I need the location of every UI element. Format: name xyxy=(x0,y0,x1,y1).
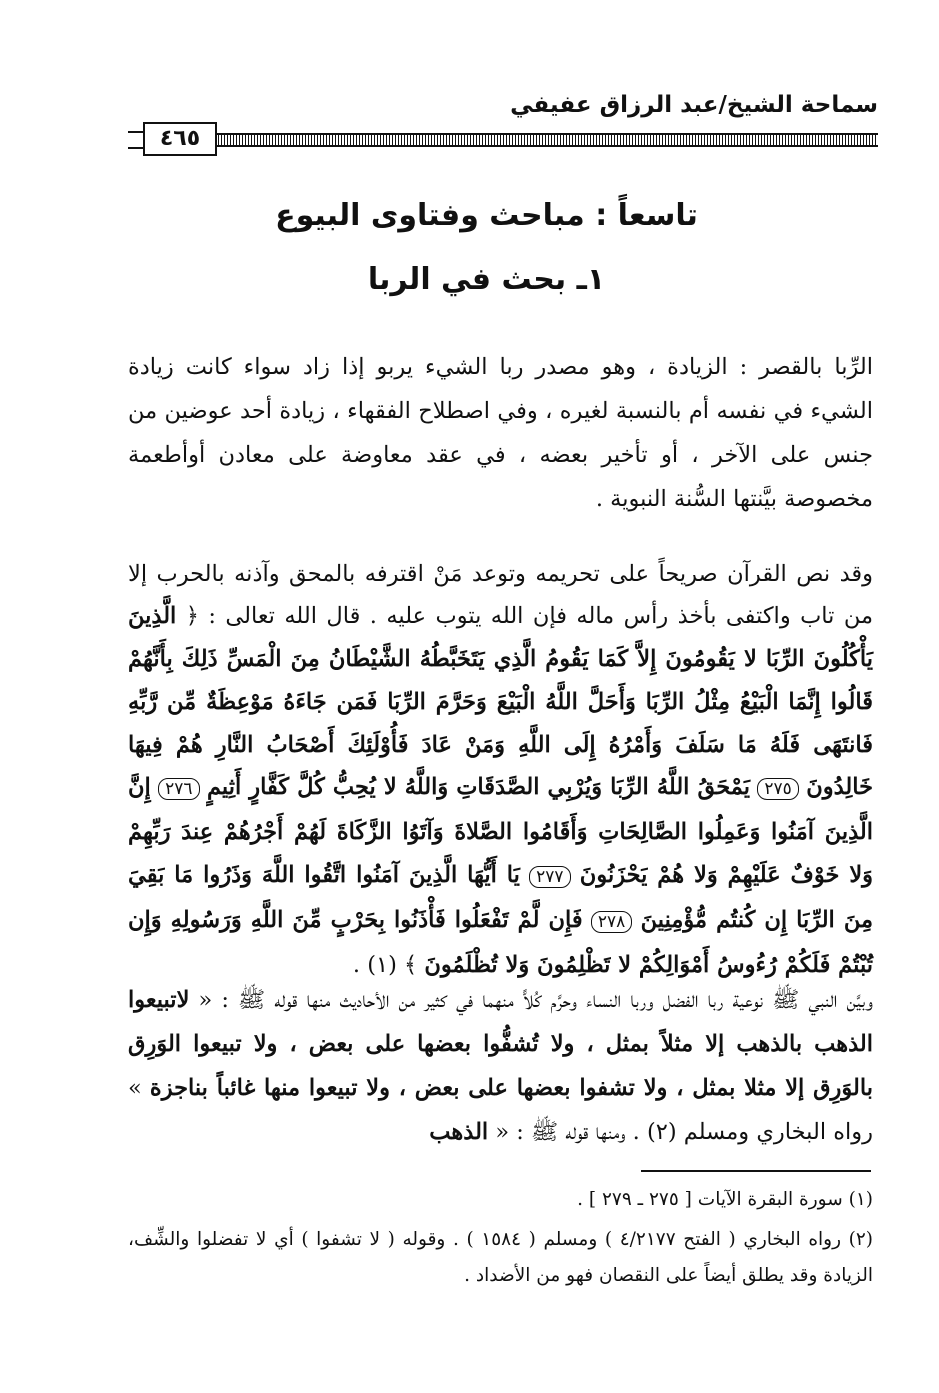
header-rule xyxy=(128,133,878,147)
ayah-number: ٢٧٧ xyxy=(529,866,570,888)
quran-verse: الَّذِينَ يَأْكُلُونَ الرِّبَا لا يَقُومُونَ إِلاَّ كَمَا يَقُومُ الَّذِي يَتَخَبَّطُهُ الشَّيْطَانُ مِنَ الْمَسِّ ذَلِكَ بِأَنَّهُمْ قَالُوا إِنَّمَا الْبَيْعُ مِثْلُ الرِّبَا وَأَحَلَّ اللَّهُ الْبَيْعَ وَحَرَّمَ الرِّبَا فَمَن جَاءَهُ مَوْعِظَةٌ مِّن رَّبِّهِ فَانتَهَى فَلَهُ مَا سَلَفَ وَأَمْرُهُ إِلَى اللَّهِ وَمَنْ عَادَ فَأُوْلَئِكَ أَصْحَابُ النَّارِ هُمْ فِيهَا خَالِدُونَ xyxy=(128,603,874,801)
footnote-separator xyxy=(641,1170,871,1172)
running-header xyxy=(128,88,878,158)
hadith-text-continued: الذهب xyxy=(429,1118,489,1145)
ayah-number: ٢٧٦ xyxy=(158,778,199,800)
quran-verse: فَإِن لَّمْ تَفْعَلُوا فَأْذَنُوا بِحَرْبٍ مِّنَ اللَّهِ وَرَسُولِهِ وَإِن تُبْتُمْ فَلَكُمْ رُءُوسُ أَمْوَالِكُمْ لا تَظْلِمُونَ وَلا تُظْلَمُونَ xyxy=(128,906,873,978)
paragraph-hadith-source: » رواه البخاري ومسلم (٢) . ومنها قوله ﷺ : « xyxy=(128,1074,873,1145)
header-author: سماحة الشيخ/عبد الرزاق عفيفي xyxy=(510,92,878,118)
quran-verse: يَا أَيُّهَا الَّذِينَ آمَنُوا اتَّقُوا اللَّهَ وَذَرُوا مَا بَقِيَ مِنَ الرِّبَا إِن كُنتُم مُّؤْمِنِينَ xyxy=(128,862,874,933)
paragraph-definition: الرِّبا بالقصر : الزيادة ، وهو مصدر ربا الشيء يربو إذا زاد سواء كانت زيادة الشيء في نفسه أم بالنسبة لغيره ، وفي اصطلاح الفقهاء ، زيادة أحد عوضين من جنس على الآخر ، أو تأخير بعضه ، في عقد معاوضة على معادن أوأطعمة مخصوصة بيَّنتها السُّنة النبوية . xyxy=(128,353,873,512)
paragraph-hadith xyxy=(128,978,873,1154)
subsection-title: ١ـ بحث في الربا xyxy=(367,262,606,297)
footnote-1: (١) سورة البقرة الآيات [ ٢٧٥ ـ ٢٧٩ ] . xyxy=(577,1189,873,1210)
quran-verse: إِنَّ الَّذِينَ آمَنُوا وَعَمِلُوا الصَّالِحَاتِ وَأَقَامُوا الصَّلاةَ وَآتَوُا الزَّكَاةَ لَهُمْ أَجْرُهُمْ عِندَ رَبِّهِمْ وَلا خَوْفٌ عَلَيْهِمْ وَلا هُمْ يَحْزَنُونَ xyxy=(128,774,874,889)
section-title: تاسعاً : مباحث وفتاوى البيوع xyxy=(275,198,698,233)
paragraph-quran-intro: وقد نص القرآن صريحاً على تحريمه وتوعد مَنْ اقترفه بالمحق وآذنه بالحرب إلا من تاب واكتفى بأخذ رأس ماله فإن الله يتوب عليه . قال الله تعالى : ﴿ xyxy=(128,560,874,630)
page-number: ٤٦٥ xyxy=(143,122,217,156)
paragraph-hadith-intro: وبيَّن النبي ﷺ نوعية ربا الفضل وربا النساء وحرَّم كُلاًّ منهما في كثير من الأحاديث منها قوله ﷺ : « xyxy=(198,986,874,1013)
footnote-2: (٢) رواه البخاري ( الفتح ٤/٢١٧٧ ) ومسلم ( ١٥٨٤ ) . وقوله ( لا تشفوا ) أي لا تفضلوا والشِّف، الزيادة وقد يطلق أيضاً على النقصان فهو من الأضداد . xyxy=(128,1229,873,1286)
footnotes xyxy=(128,1182,873,1298)
ayah-number: ٢٧٥ xyxy=(757,778,798,800)
quran-close: ﴾ (١) . xyxy=(352,951,418,978)
quran-verse: يَمْحَقُ اللَّهُ الرِّبَا وَيُرْبِي الصَّدَقَاتِ وَاللَّهُ لا يُحِبُّ كُلَّ كَفَّارٍ أَثِيمٍ xyxy=(206,774,751,801)
ayah-number: ٢٧٨ xyxy=(591,911,632,933)
paragraph-quran xyxy=(128,553,873,987)
hadith-text: لاتبيعوا الذهب بالذهب إلا مثلاً بمثل ، ولا تُشفُّوا بعضها على بعض ، ولا تبيعوا الوَرِق بالوَرِق إلا مثلا بمثل ، ولا تشفوا بعضها على بعض ، ولا تبيعوا منها غائباً بناجزة xyxy=(128,986,874,1101)
